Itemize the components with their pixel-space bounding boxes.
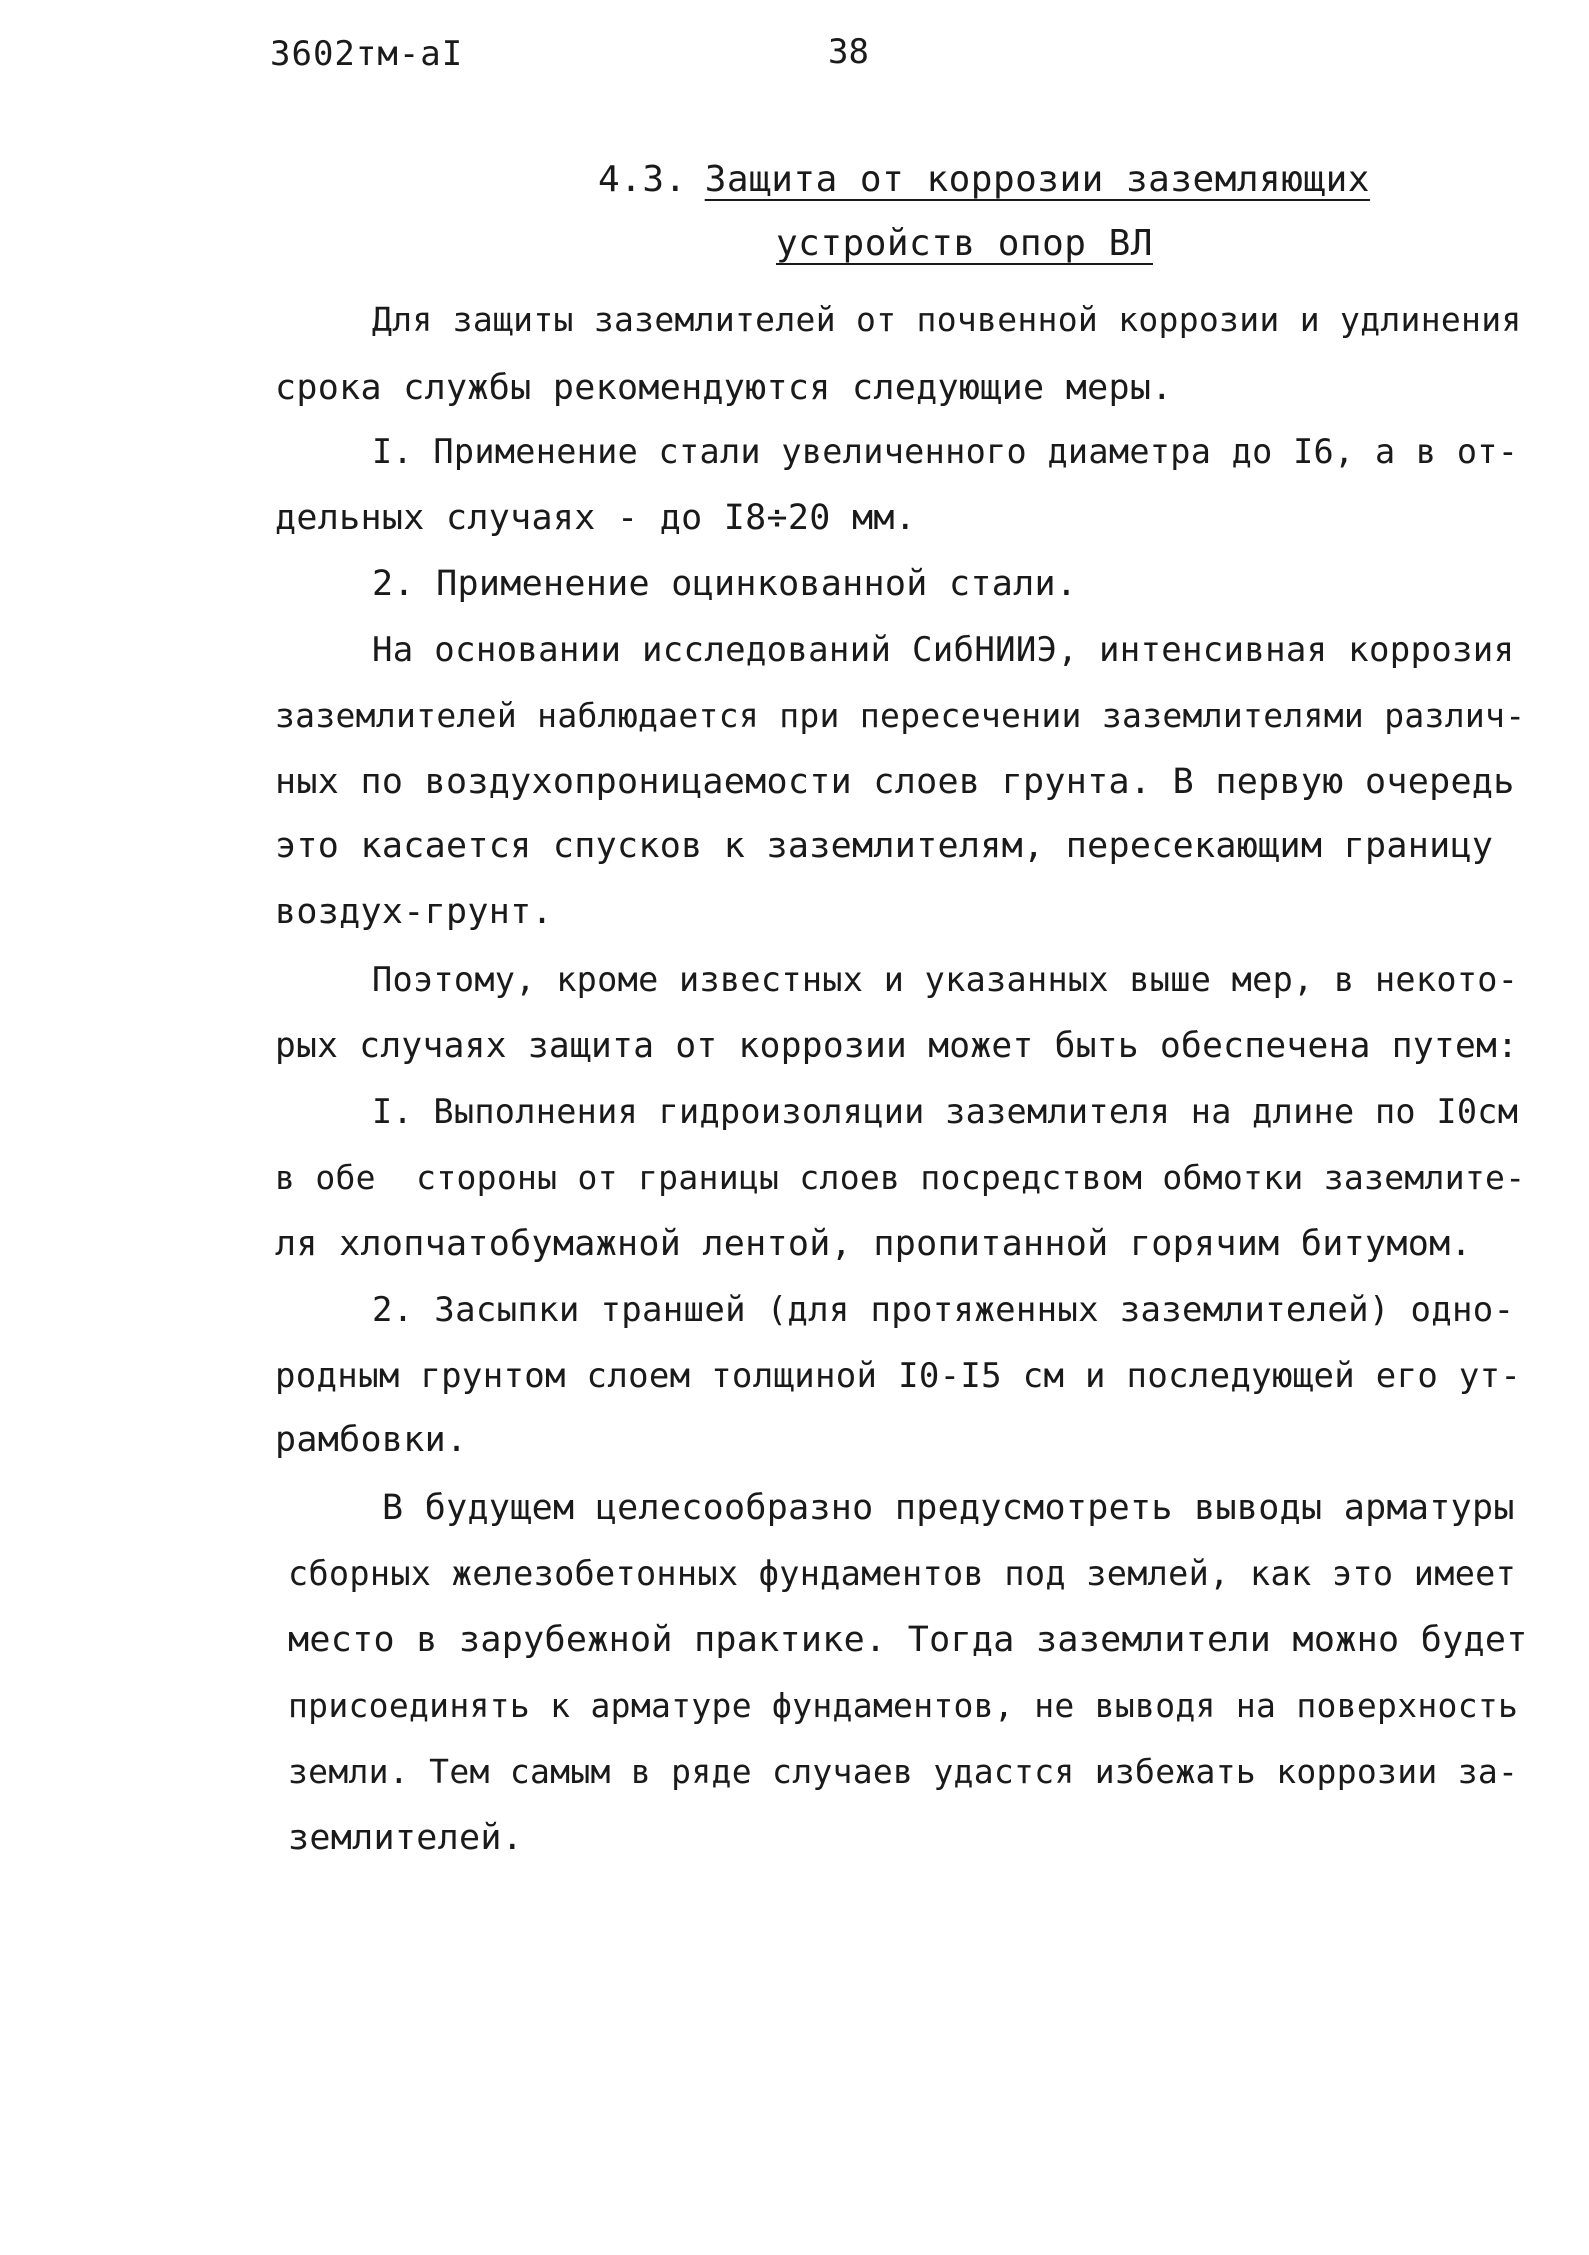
paragraph-line: ля хлопчатобумажной лентой, пропитанной горячим битумом. (275, 1224, 1472, 1264)
paragraph-line: 2. Применение оцинкованной стали. (372, 564, 1078, 604)
paragraph-line: В будущем целесообразно предусмотреть выводы арматуры (382, 1488, 1515, 1528)
paragraph-line: Для защиты заземлителей от почвенной коррозии и удлинения (372, 300, 1522, 339)
section-title-line2: устройств опор ВЛ (776, 223, 1153, 264)
document-code: 3602тм-аI (270, 34, 464, 74)
paragraph-line: в обе стороны от границы слоев посредством обмотки заземлите- (275, 1158, 1526, 1197)
paragraph-line: земли. Тем самым в ряде случаев удастся избежать коррозии за- (288, 1752, 1519, 1791)
paragraph-line: родным грунтом слоем толщиной I0-I5 см и последующей его ут- (275, 1356, 1522, 1396)
paragraph-line: рых случаях защита от коррозии может быть обеспечена путем: (275, 1026, 1519, 1066)
section-number: 4.3. (598, 159, 687, 200)
paragraph-line: 2. Засыпки траншей (для протяженных заземлителей) одно- (372, 1290, 1515, 1330)
paragraph-line: ных по воздухопроницаемости слоев грунта. В первую очередь (275, 762, 1515, 802)
paragraph-line: воздух-грунт. (275, 892, 553, 932)
section-title-line1: Защита от коррозии заземляющих (704, 159, 1370, 200)
paragraph-line: На основании исследований СибНИИЭ, интенсивная коррозия (372, 630, 1515, 670)
paragraph-line: I. Выполнения гидроизоляции заземлителя на длине по I0см (372, 1092, 1519, 1131)
paragraph-line: присоединять к арматуре фундаментов, не выводя на поверхность (288, 1686, 1519, 1725)
paragraph-line: это касается спусков к заземлителям, пересекающим границу (275, 826, 1494, 866)
paragraph-line: заземлителей наблюдается при пересечении заземлителями различ- (275, 696, 1526, 735)
paragraph-line: сборных железобетонных фундаментов под землей, как это имеет (288, 1554, 1517, 1593)
page-number: 38 (828, 32, 869, 72)
section-heading (598, 148, 1370, 276)
paragraph-line: место в зарубежной практике. Тогда заземлители можно будет (288, 1620, 1528, 1660)
paragraph-line: I. Применение стали увеличенного диаметра до I6, а в от- (372, 432, 1519, 471)
paragraph-line: рамбовки. (275, 1420, 468, 1460)
paragraph-line: землителей. (288, 1818, 524, 1858)
paragraph-line: Поэтому, кроме известных и указанных выше мер, в некото- (372, 960, 1519, 999)
paragraph-line: дельных случаях - до I8÷20 мм. (275, 498, 917, 538)
paragraph-line: срока службы рекомендуются следующие меры. (275, 368, 1173, 408)
